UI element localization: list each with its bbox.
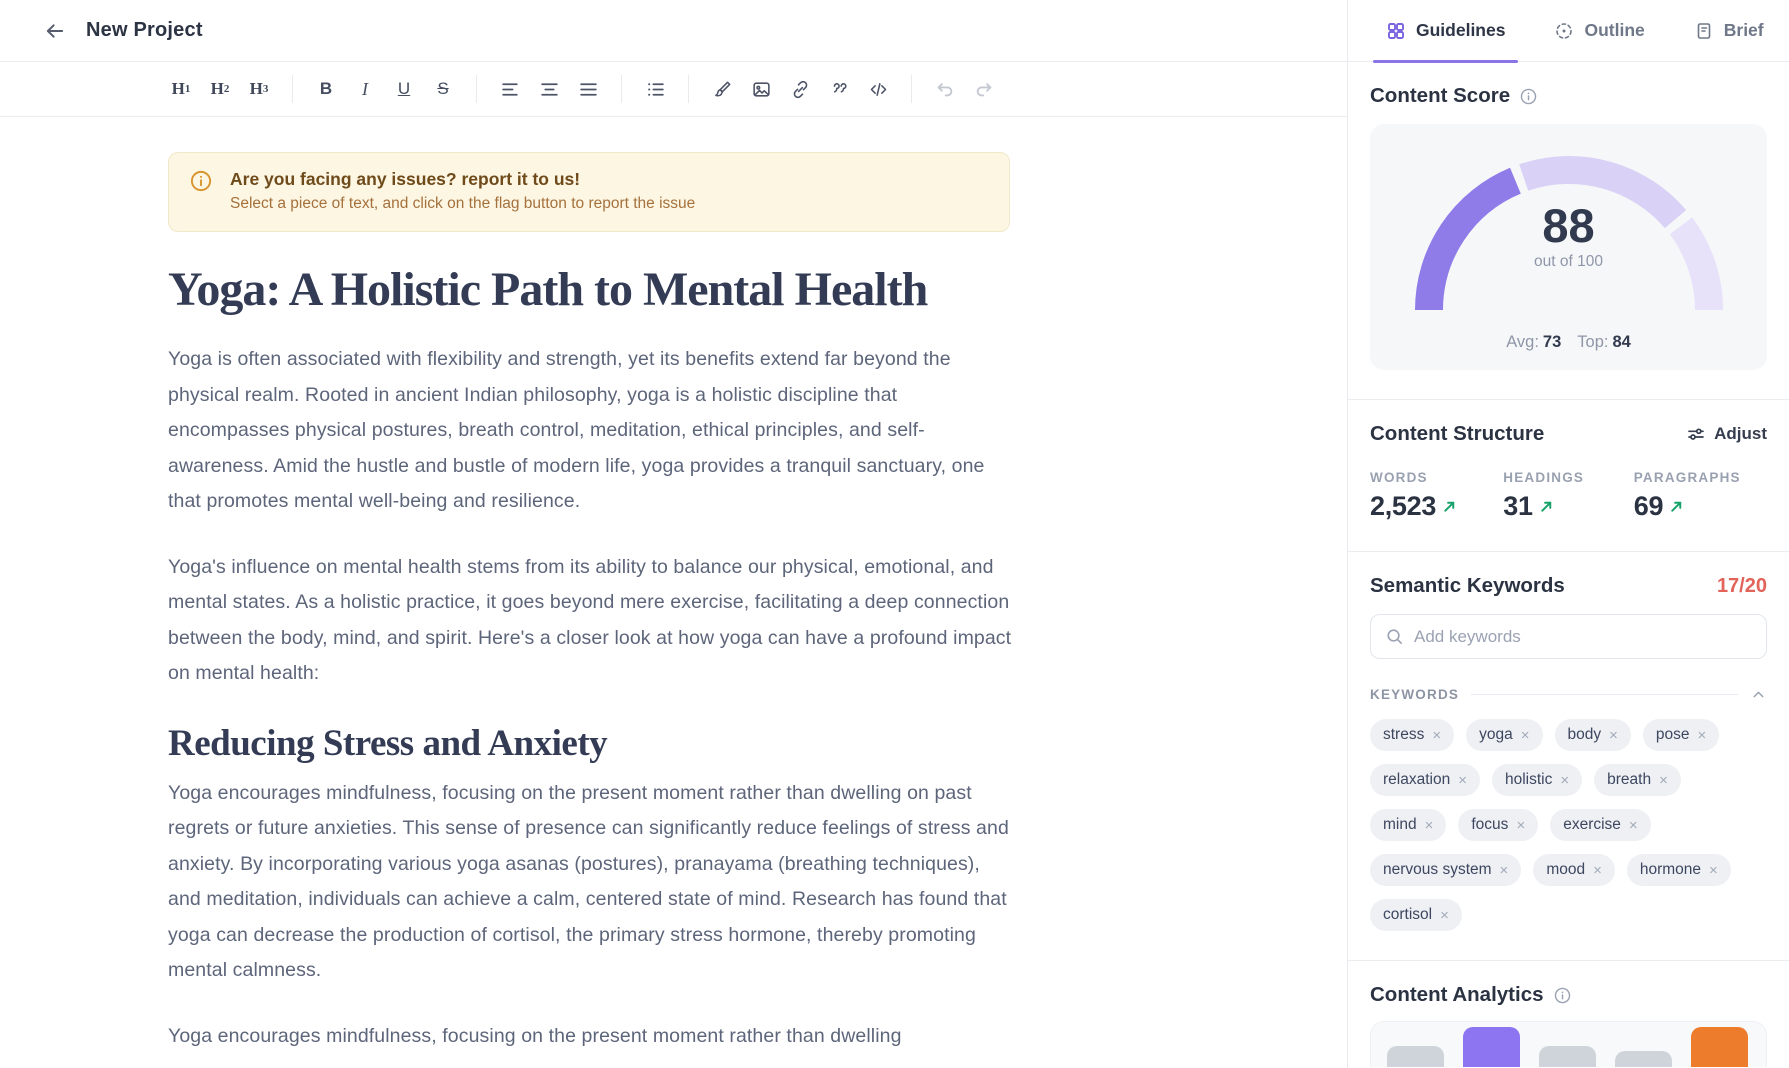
toolbar-separator [688, 75, 689, 103]
article[interactable] [168, 262, 1013, 1054]
toolbar-separator [476, 75, 477, 103]
trend-up-icon [1442, 499, 1457, 514]
toolbar-separator [292, 75, 293, 103]
remove-keyword-icon[interactable]: × [1458, 771, 1467, 789]
analytics-bar [1539, 1046, 1596, 1067]
remove-keyword-icon[interactable]: × [1520, 726, 1530, 744]
code-icon[interactable] [865, 76, 891, 102]
article-heading[interactable]: Reducing Stress and Anxiety [168, 722, 608, 764]
remove-keyword-icon[interactable]: × [1709, 861, 1718, 879]
keyword-label: pose [1655, 726, 1690, 743]
keyword-label: body [1567, 726, 1602, 743]
keyword-label: mind [1383, 816, 1417, 833]
keyword-label: stress [1383, 726, 1425, 743]
quote-icon[interactable] [826, 76, 852, 102]
page-title: New Project [86, 19, 203, 41]
keyword-label: mood [1546, 861, 1586, 878]
remove-keyword-icon[interactable]: × [1432, 726, 1442, 744]
add-keywords-field[interactable] [1370, 614, 1767, 659]
underline-button[interactable]: U [397, 79, 411, 98]
strikethrough-button[interactable]: S [437, 79, 449, 98]
keyword-chip[interactable] [1643, 719, 1719, 751]
remove-keyword-icon[interactable]: × [1424, 816, 1434, 834]
score-value: 88 [1542, 199, 1595, 252]
remove-keyword-icon[interactable]: × [1516, 816, 1526, 834]
keyword-chip[interactable] [1627, 854, 1731, 886]
keywords-count: 17/20 [1716, 574, 1767, 597]
semantic-keywords-section [1348, 552, 1789, 960]
analytics-bar [1615, 1051, 1672, 1067]
link-icon[interactable] [787, 76, 813, 102]
stat-headings: HEADINGS 31 [1503, 470, 1585, 521]
remove-keyword-icon[interactable]: × [1659, 771, 1668, 789]
info-icon[interactable] [1519, 87, 1538, 106]
keywords-group-header [1370, 686, 1767, 703]
heading1-button[interactable]: H 1 [171, 79, 191, 98]
heading2-button[interactable]: H 2 [210, 79, 230, 98]
toolbar-separator [911, 75, 912, 103]
top-score: 84 [1612, 333, 1631, 351]
keyword-chip[interactable] [1458, 809, 1538, 841]
content-analytics-title: Content Analytics [1370, 983, 1544, 1006]
remove-keyword-icon[interactable]: × [1697, 726, 1707, 744]
keyword-label: cortisol [1383, 906, 1433, 923]
keyword-chip[interactable] [1594, 764, 1681, 796]
remove-keyword-icon[interactable]: × [1499, 861, 1509, 879]
keyword-chip[interactable] [1370, 809, 1446, 841]
avg-score: 73 [1542, 333, 1562, 351]
analytics-bar [1463, 1027, 1520, 1067]
score-out-of: out of 100 [1534, 252, 1603, 270]
content-structure-section [1348, 400, 1789, 551]
article-paragraph[interactable]: Yoga is often associated with flexibility and strength, yet its benefits extend far beyond the physical realm. Rooted in ancient Indian philosophy, yoga is a holistic discipline that encompasses physical postures, breath control, meditation, ethical principles, and self-awareness. Amid the hustle and bustle of modern life, yoga provides a tranquil sanctuary, one that promotes mental well-being and resilience. [168, 348, 985, 513]
bullet-list-icon[interactable] [642, 76, 668, 102]
remove-keyword-icon[interactable]: × [1609, 726, 1618, 744]
stat-words: WORDS 2,523 [1370, 470, 1503, 522]
remove-keyword-icon[interactable]: × [1628, 816, 1638, 834]
keyword-label: relaxation [1383, 771, 1451, 788]
content-score-title: Content Score [1370, 84, 1511, 107]
tab-outline[interactable] [1554, 0, 1644, 62]
keyword-chip-list [1370, 719, 1767, 931]
semantic-keywords-title: Semantic Keywords [1370, 574, 1565, 597]
guidelines-sidebar [1347, 0, 1789, 1068]
stat-paragraphs: PARAGRAPHS 69 [1633, 470, 1741, 521]
brief-icon [1694, 21, 1714, 41]
search-icon [1385, 627, 1404, 646]
chevron-up-icon[interactable] [1750, 686, 1767, 703]
banner-title: Are you facing any issues? report it to us! [230, 169, 581, 189]
keyword-label: holistic [1504, 771, 1553, 788]
keyword-chip[interactable] [1370, 764, 1480, 796]
trend-up-icon [1539, 499, 1554, 514]
tab-label: Guidelines [1416, 20, 1506, 40]
analytics-chart [1370, 1021, 1767, 1067]
heading3-button[interactable]: H 3 [249, 79, 269, 98]
remove-keyword-icon[interactable]: × [1593, 861, 1602, 879]
keyword-chip[interactable] [1370, 854, 1521, 886]
trend-up-icon [1669, 499, 1684, 514]
keywords-group-label: KEYWORDS [1370, 687, 1460, 702]
analytics-bar [1387, 1046, 1444, 1067]
keyword-chip[interactable] [1533, 854, 1615, 886]
keyword-chip[interactable] [1550, 809, 1650, 841]
content-analytics-section [1348, 961, 1789, 1067]
keyword-label: nervous system [1383, 861, 1492, 878]
italic-button[interactable]: I [362, 78, 368, 99]
keyword-chip[interactable] [1466, 719, 1542, 751]
content-score-section [1348, 62, 1789, 399]
keywords-group-rule [1471, 694, 1738, 695]
info-icon [189, 169, 213, 193]
keyword-chip[interactable] [1370, 719, 1454, 751]
outline-icon [1554, 21, 1574, 41]
article-paragraph[interactable]: Yoga's influence on mental health stems from its ability to balance our physical, emotional, and mental states. As a holistic practice, it goes beyond mere exercise, facilitating a deep connection between the body, mind, and spirit. Here's a closer look at how yoga can have a profound impact on mental health: [168, 555, 1012, 685]
remove-keyword-icon[interactable]: × [1560, 771, 1570, 789]
content-score-card [1370, 124, 1767, 370]
add-keywords-input[interactable] [1414, 627, 1752, 647]
back-button[interactable] [42, 18, 68, 44]
remove-keyword-icon[interactable]: × [1440, 906, 1449, 924]
toolbar-separator [621, 75, 622, 103]
content-structure-title: Content Structure [1370, 422, 1545, 445]
image-icon[interactable] [748, 76, 774, 102]
keyword-chip[interactable] [1492, 764, 1582, 796]
redo-icon[interactable] [971, 76, 997, 102]
adjust-button[interactable] [1686, 424, 1767, 444]
issue-report-banner [168, 152, 1010, 232]
bold-button[interactable]: B [319, 79, 333, 98]
score-benchmarks: Avg: 73 Top: 84 [1506, 333, 1631, 351]
article-paragraph[interactable]: Yoga encourages mindfulness, focusing on the present moment rather than dwelling [168, 1024, 902, 1047]
keyword-chip[interactable] [1555, 719, 1631, 751]
tab-brief[interactable] [1694, 0, 1764, 62]
analytics-bar [1691, 1027, 1748, 1067]
keyword-chip[interactable] [1370, 899, 1462, 931]
article-title[interactable]: Yoga: A Holistic Path to Mental Health [168, 263, 928, 316]
sliders-icon [1686, 424, 1706, 444]
keyword-label: breath [1607, 771, 1652, 788]
undo-icon[interactable] [932, 76, 958, 102]
formatting-toolbar [0, 62, 1347, 117]
tab-label: Brief [1723, 20, 1764, 40]
arrow-left-icon [44, 20, 66, 42]
keyword-label: focus [1471, 816, 1509, 833]
align-justify-icon[interactable] [575, 76, 601, 102]
tab-guidelines[interactable] [1386, 0, 1505, 62]
align-center-icon[interactable] [536, 76, 562, 102]
keyword-label: exercise [1563, 816, 1621, 833]
align-left-icon[interactable] [497, 76, 523, 102]
sidebar-tabs [1348, 0, 1789, 62]
brush-icon[interactable] [709, 76, 735, 102]
adjust-label: Adjust [1714, 424, 1767, 443]
grid-icon [1386, 21, 1406, 41]
article-paragraph[interactable]: Yoga encourages mindfulness, focusing on the present moment rather than dwelling on past regrets or future anxieties. This sense of presence can significantly reduce feelings of stress and anxiety. By incorporating various yoga asanas (postures), pranayama (breathing techniques), and meditation, individuals can achieve a calm, centered state of mind. Research has found that yoga can decrease the production of cortisol, the primary stress hormone, thereby promoting mental calmness. [168, 781, 1009, 982]
banner-subtitle: Select a piece of text, and click on the flag button to report the issue [230, 195, 696, 212]
editor-header [0, 0, 1347, 62]
tab-label: Outline [1584, 20, 1645, 40]
info-icon[interactable] [1553, 986, 1572, 1005]
keyword-label: hormone [1639, 861, 1702, 878]
keyword-label: yoga [1479, 726, 1513, 743]
document-area[interactable] [0, 117, 1010, 1054]
